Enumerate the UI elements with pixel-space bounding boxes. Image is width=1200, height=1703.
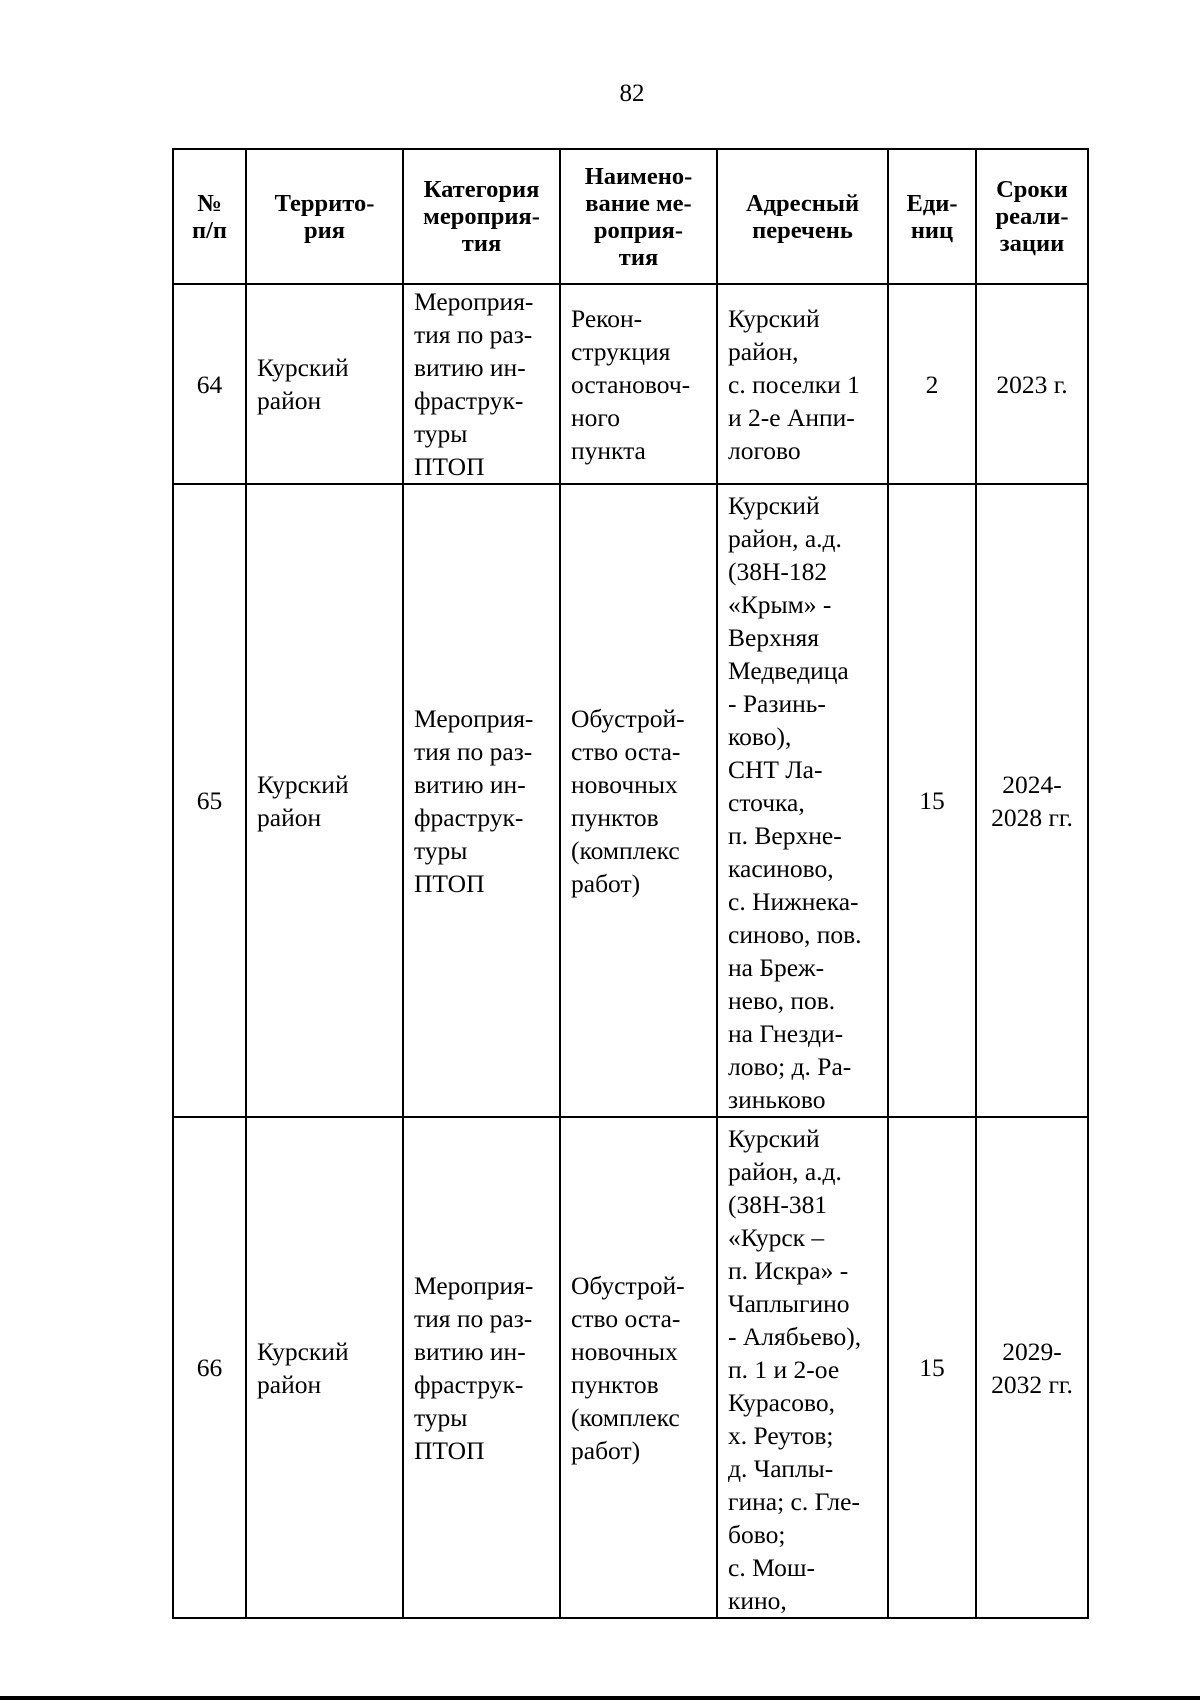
table-header-row (173, 149, 1088, 284)
header-address-list: Адресный перечень (717, 149, 888, 284)
page-bottom-rule (0, 1696, 1200, 1700)
header-category: Категория мероприя- тия (403, 149, 560, 284)
row-period: 2023 г. (976, 284, 1088, 484)
row-units: 2 (888, 284, 976, 484)
table-row (173, 284, 1088, 484)
header-units: Еди- ниц (888, 149, 976, 284)
header-territory: Террито- рия (246, 149, 403, 284)
row-category: Мероприя- тия по раз- витию ин- фраструк- туры ПТОП (403, 284, 560, 484)
row-category: Мероприя- тия по раз- витию ин- фраструк- туры ПТОП (403, 484, 560, 1117)
row-address-list: Курский район, с. поселки 1 и 2-е Анпи- логово (717, 284, 888, 484)
row-territory: Курский район (246, 284, 403, 484)
row-period: 2024- 2028 гг. (976, 484, 1088, 1117)
row-territory: Курский район (246, 484, 403, 1117)
table-row (173, 484, 1088, 1117)
row-measure-name: Рекон- струкция остановоч- ного пункта (560, 284, 717, 484)
row-units: 15 (888, 484, 976, 1117)
row-measure-name: Обустрой- ство оста- новочных пунктов (комплекс работ) (560, 484, 717, 1117)
row-units: 15 (888, 1117, 976, 1618)
table-row (173, 1117, 1088, 1618)
row-category: Мероприя- тия по раз- витию ин- фраструк- туры ПТОП (403, 1117, 560, 1618)
row-number: 64 (173, 284, 246, 484)
header-number: № п/п (173, 149, 246, 284)
row-number: 66 (173, 1117, 246, 1618)
row-measure-name: Обустрой- ство оста- новочных пунктов (комплекс работ) (560, 1117, 717, 1618)
header-measure-name: Наимено- вание ме- роприя- тия (560, 149, 717, 284)
row-number: 65 (173, 484, 246, 1117)
row-address-list: Курский район, а.д. (38Н-381 «Курск – п. Искра» - Чаплыгино - Алябьево), п. 1 и 2-ое Курасово, х. Реутов; д. Чаплы- гина; с. Гле- бово; с. Мош- кино, (717, 1117, 888, 1618)
page-number: 82 (619, 80, 645, 107)
measures-table (172, 148, 1089, 1619)
row-territory: Курский район (246, 1117, 403, 1618)
row-address-list: Курский район, а.д. (38Н-182 «Крым» - Верхняя Медведица - Разинь- ково), СНТ Ла- сточка, п. Верхне- касиново, с. Нижнека- синово, пов. на Бреж- нево, пов. на Гнезди- лово; д. Ра- зиньково (717, 484, 888, 1117)
header-period: Сроки реали- зации (976, 149, 1088, 284)
row-period: 2029- 2032 гг. (976, 1117, 1088, 1618)
